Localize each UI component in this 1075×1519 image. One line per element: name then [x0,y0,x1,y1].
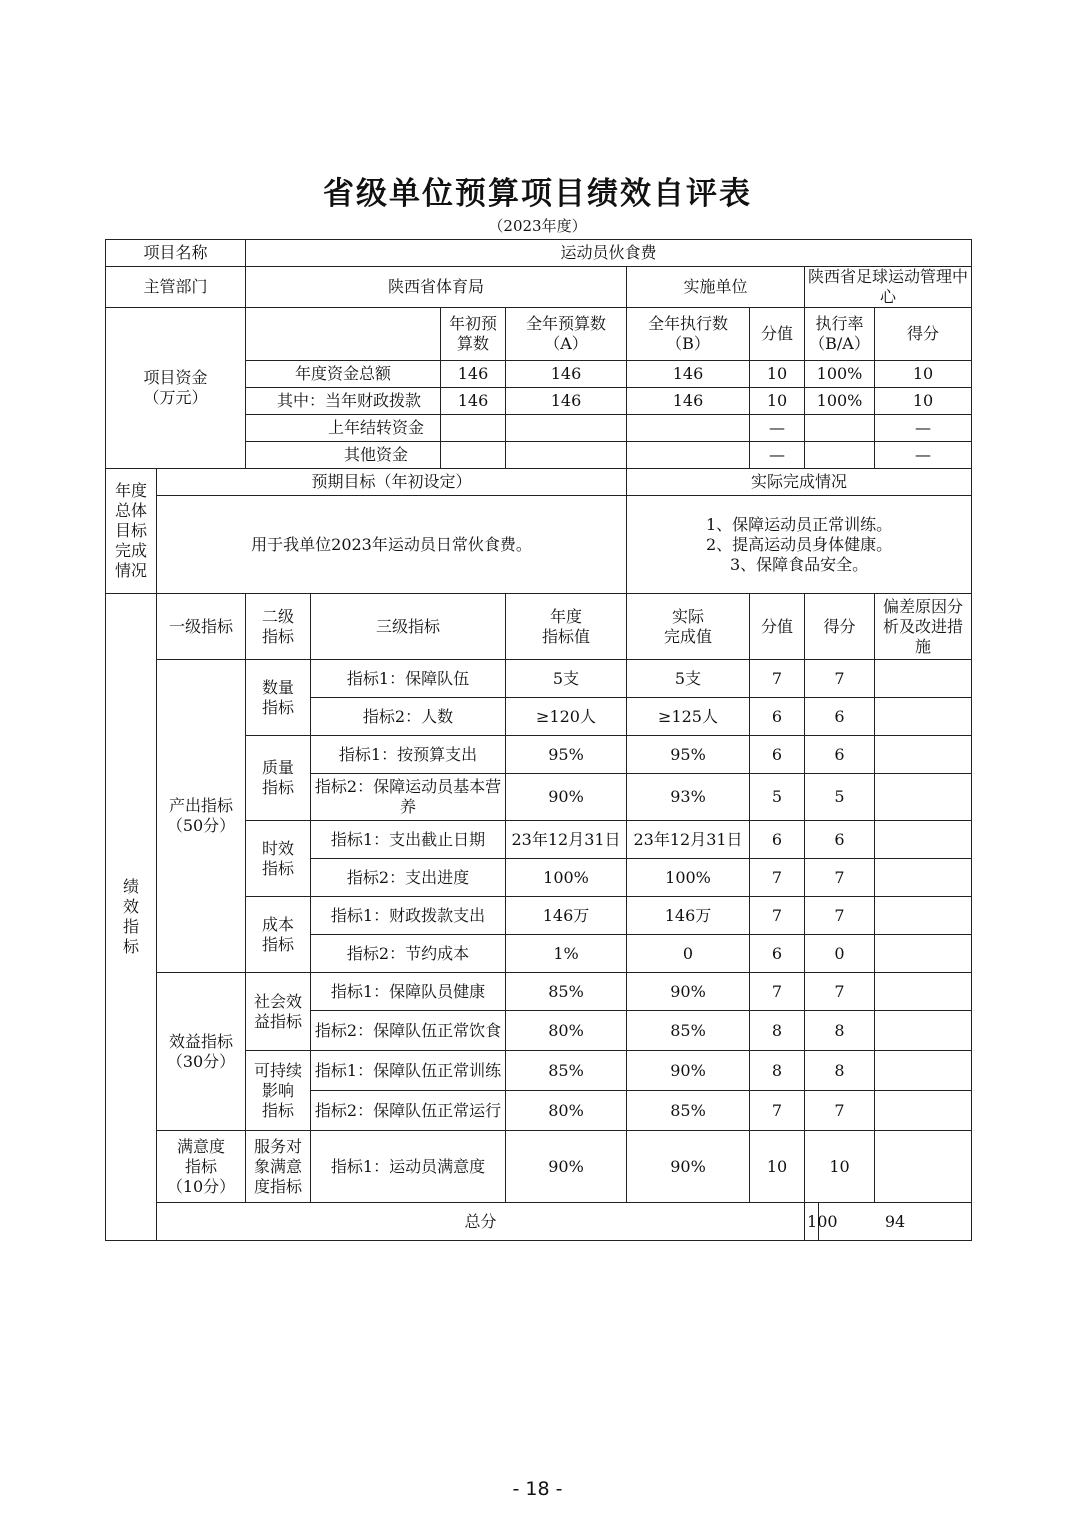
funds-score: 10 [875,361,972,388]
indicator-target: 95% [506,736,627,774]
indicator-score-value: 10 [750,1131,805,1203]
indicator-score: 10 [805,1131,875,1203]
indicator-actual: ≥125人 [627,698,750,736]
indicator-score: 6 [805,736,875,774]
indicator-reason [875,973,972,1011]
funds-executed: 146 [627,388,750,415]
goals-header-row [106,469,972,496]
project-name-value: 运动员伙食费 [246,240,972,267]
indicator-target: 100% [506,859,627,897]
project-name-row [106,240,972,267]
indicator-name: 指标1：保障队伍 [311,660,506,698]
funds-executed [627,415,750,442]
indicator-actual: 95% [627,736,750,774]
indicator-reason [875,1011,972,1051]
indicator-target: 90% [506,774,627,821]
project-name-label: 项目名称 [106,240,246,267]
indicator-actual: 93% [627,774,750,821]
evaluation-table [105,239,972,1241]
social-indicator-label: 社会效 益指标 [246,973,311,1051]
cost-indicator-label: 成本 指标 [246,897,311,973]
reason-header: 偏差原因分 析及改进措 施 [875,594,972,660]
indicator-target: 80% [506,1091,627,1131]
goals-label: 年度 总体 目标 完成 情况 [106,469,157,594]
funds-initial [441,442,506,469]
funds-header-executed: 全年执行数 （B） [627,308,750,361]
funds-header-row [106,308,972,361]
indicator-actual: 85% [627,1011,750,1051]
funds-rate: 100% [805,361,875,388]
indicator-reason [875,1131,972,1203]
funds-annual: 146 [506,388,627,415]
timeliness-indicator-label: 时效 指标 [246,821,311,897]
funds-score-value: 10 [750,388,805,415]
indicator-score: 7 [805,660,875,698]
indicator-reason [875,935,972,973]
indicator-reason [875,1091,972,1131]
department-label: 主管部门 [106,267,246,308]
implementer-value: 陕西省足球运动管理中心 [805,267,972,308]
indicator-score-value: 8 [750,1011,805,1051]
indicator-score: 8 [805,1011,875,1051]
funds-annual [506,442,627,469]
indicator-score: 0 [805,935,875,973]
indicator-row [106,660,972,698]
funds-rate [805,442,875,469]
evaluation-table-frame [105,239,971,1241]
indicator-reason [875,774,972,821]
funds-header-rate: 执行率 （B/A） [805,308,875,361]
indicator-reason [875,821,972,859]
indicator-score-value: 6 [750,935,805,973]
indicator-score-value: 6 [750,821,805,859]
indicator-target: 90% [506,1131,627,1203]
indicator-name: 指标2：保障队伍正常运行 [311,1091,506,1131]
indicator-score-value: 7 [750,1091,805,1131]
funds-initial [441,415,506,442]
indicator-score: 7 [805,859,875,897]
indicator-name: 指标1：按预算支出 [311,736,506,774]
total-score-value: 100 [805,1203,819,1241]
indicator-target: 85% [506,973,627,1011]
indicator-actual: 146万 [627,897,750,935]
goals-content-row [106,496,972,594]
indicator-reason [875,736,972,774]
indicator-score-value: 6 [750,698,805,736]
indicator-target: 80% [506,1011,627,1051]
funds-score: — [875,442,972,469]
funds-header-score: 得分 [875,308,972,361]
indicator-actual: 0 [627,935,750,973]
indicator-target: 1% [506,935,627,973]
indicator-name: 指标1：保障队员健康 [311,973,506,1011]
indicator-actual: 85% [627,1091,750,1131]
funds-header-annual: 全年预算数 （A） [506,308,627,361]
indicator-reason [875,897,972,935]
page-subtitle: （2023年度） [488,217,587,235]
indicator-target: 23年12月31日 [506,821,627,859]
page-number: - 18 - [512,1478,563,1500]
funds-header-blank [246,308,441,361]
indicator-reason [875,859,972,897]
funds-initial: 146 [441,361,506,388]
service-satisfaction-label: 服务对 象满意 度指标 [246,1131,311,1203]
level3-header: 三级指标 [311,594,506,660]
funds-row-label: 上年结转资金 [246,415,441,442]
indicator-actual: 90% [627,1051,750,1091]
indicator-target: 5支 [506,660,627,698]
goals-expected-text: 用于我单位2023年运动员日常伙食费。 [157,496,627,594]
funds-executed [627,442,750,469]
indicator-reason [875,1051,972,1091]
funds-row-label: 其他资金 [246,442,441,469]
indicator-reason [875,698,972,736]
level2-header: 二级 指标 [246,594,311,660]
indicator-target: ≥120人 [506,698,627,736]
indicator-score-value: 7 [750,973,805,1011]
indicator-score: 6 [805,821,875,859]
funds-row-label: 其中：当年财政拨款 [246,388,441,415]
funds-rate [805,415,875,442]
funds-header-initial: 年初预 算数 [441,308,506,361]
funds-executed: 146 [627,361,750,388]
indicator-score-value: 7 [750,859,805,897]
indicator-row [106,1131,972,1203]
indicator-name: 指标1：运动员满意度 [311,1131,506,1203]
indicator-name: 指标2：支出进度 [311,859,506,897]
funds-row-label: 年度资金总额 [246,361,441,388]
implementer-label: 实施单位 [627,267,805,308]
indicator-score: 5 [805,774,875,821]
department-row [106,267,972,308]
quantity-indicator-label: 数量 指标 [246,660,311,736]
indicator-row [106,973,972,1011]
indicator-score-value: 7 [750,660,805,698]
indicator-target: 85% [506,1051,627,1091]
indicator-actual: 90% [627,1131,750,1203]
output-indicator-label: 产出指标 （50分） [157,660,246,973]
funds-rate: 100% [805,388,875,415]
indicator-actual: 100% [627,859,750,897]
funds-annual [506,415,627,442]
indicator-score: 6 [805,698,875,736]
funds-initial: 146 [441,388,506,415]
indicator-score-value: 5 [750,774,805,821]
department-value: 陕西省体育局 [246,267,627,308]
indicator-score: 8 [805,1051,875,1091]
funds-score: 10 [875,388,972,415]
benefit-indicator-label: 效益指标 （30分） [157,973,246,1131]
indicator-name: 指标1：保障队伍正常训练 [311,1051,506,1091]
indicator-name: 指标2：节约成本 [311,935,506,973]
indicator-name: 指标2：保障运动员基本营养 [311,774,506,821]
funds-score-value: — [750,442,805,469]
satisfaction-indicator-label: 满意度 指标 （10分） [157,1131,246,1203]
goals-actual-header: 实际完成情况 [627,469,972,496]
indicator-score: 7 [805,1091,875,1131]
indicator-actual: 5支 [627,660,750,698]
level1-header: 一级指标 [157,594,246,660]
indicator-score: 7 [805,897,875,935]
total-row [106,1203,972,1241]
indicators-label: 绩 效 指 标 [106,594,157,1241]
indicator-name: 指标2：保障队伍正常饮食 [311,1011,506,1051]
total-label: 总分 [157,1203,805,1241]
funds-annual: 146 [506,361,627,388]
goals-expected-header: 预期目标（年初设定） [157,469,627,496]
page-title: 省级单位预算项目绩效自评表 [323,176,752,212]
indicator-reason [875,660,972,698]
funds-label: 项目资金 （万元） [106,308,246,469]
indicators-header-row [106,594,972,660]
indicator-score-value: 6 [750,736,805,774]
funds-score: — [875,415,972,442]
funds-score-value: 10 [750,361,805,388]
score-value-header: 分值 [750,594,805,660]
total-score: 94 [819,1203,972,1241]
indicator-score-value: 7 [750,897,805,935]
target-header: 年度 指标值 [506,594,627,660]
indicator-name: 指标1：支出截止日期 [311,821,506,859]
indicator-score-value: 8 [750,1051,805,1091]
score-header: 得分 [805,594,875,660]
indicator-score: 7 [805,973,875,1011]
goals-actual-text: 1、保障运动员正常训练。 2、提高运动员身体健康。 3、保障食品安全。 [627,496,972,594]
indicator-target: 146万 [506,897,627,935]
actual-header: 实际 完成值 [627,594,750,660]
funds-score-value: — [750,415,805,442]
quality-indicator-label: 质量 指标 [246,736,311,821]
indicator-actual: 90% [627,973,750,1011]
indicator-name: 指标2：人数 [311,698,506,736]
indicator-name: 指标1：财政拨款支出 [311,897,506,935]
funds-header-score-value: 分值 [750,308,805,361]
indicator-actual: 23年12月31日 [627,821,750,859]
sustainability-indicator-label: 可持续 影响 指标 [246,1051,311,1131]
